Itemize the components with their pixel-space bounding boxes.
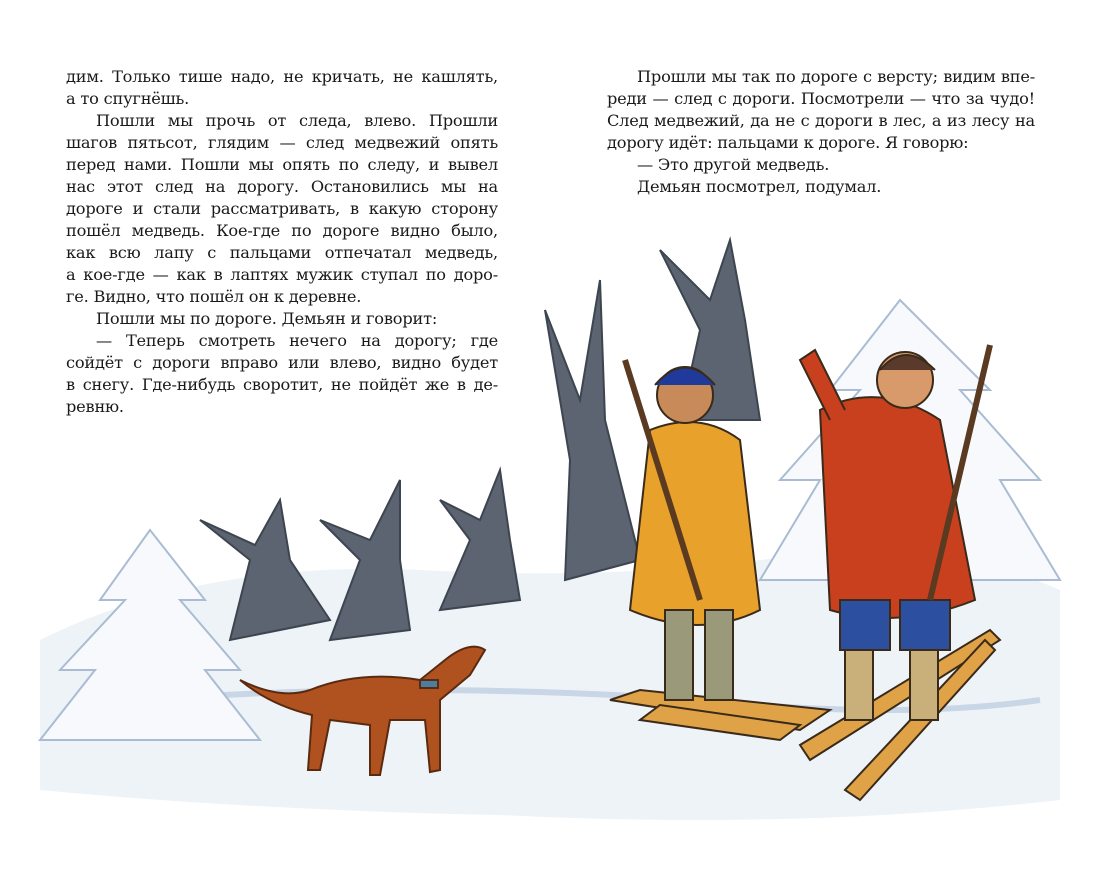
text-line: След медвежий, да не с дороги в лес, а из лесу на xyxy=(607,111,1035,130)
text-line: Демьян посмотрел, подумал. xyxy=(637,177,882,196)
text-line: — Это другой медведь. xyxy=(637,155,830,174)
text-line: ревню. xyxy=(66,397,124,416)
text-line: дорогу идёт: пальцами к дороге. Я говорю: xyxy=(607,133,969,152)
text-line: а кое-где — как в лаптях мужик ступал по доро- xyxy=(66,265,498,284)
text-line: Пошли мы по дороге. Демьян и говорит: xyxy=(96,309,438,328)
text-line: Прошли мы так по дороге с версту; видим впе- xyxy=(637,67,1035,86)
text-line: — Теперь смотреть нечего на дорогу; где xyxy=(96,331,498,350)
text-line: реди — след с дороги. Посмотрели — что за чудо! xyxy=(607,89,1035,108)
text-line: шагов пятьсот, глядим — след медвежий опять xyxy=(66,133,498,152)
text-line: а то спугнёшь. xyxy=(66,89,190,108)
text-line: сойдёт с дороги вправо или влево, видно будет xyxy=(66,353,498,372)
text-line: дороге и стали рассматривать, в какую сторону xyxy=(66,199,498,218)
text-line: перед нами. Пошли мы опять по следу, и вывел xyxy=(66,155,498,174)
illustration-winter-hunters xyxy=(0,230,1100,873)
text-line: дим. Только тише надо, не кричать, не кашлять, xyxy=(66,67,498,86)
right-text-column xyxy=(607,66,1035,198)
text-line: в снегу. Где-нибудь своротит, не пойдёт же в де- xyxy=(66,375,498,394)
text-line: ге. Видно, что пошёл он к деревне. xyxy=(66,287,362,306)
text-line: пошёл медведь. Кое-где по дороге видно было, xyxy=(66,221,498,240)
text-line: нас этот след на дорогу. Остановились мы на xyxy=(66,177,498,196)
text-line: как всю лапу с пальцами отпечатал медведь, xyxy=(66,243,498,262)
text-line: Пошли мы прочь от следа, влево. Прошли xyxy=(96,111,498,130)
